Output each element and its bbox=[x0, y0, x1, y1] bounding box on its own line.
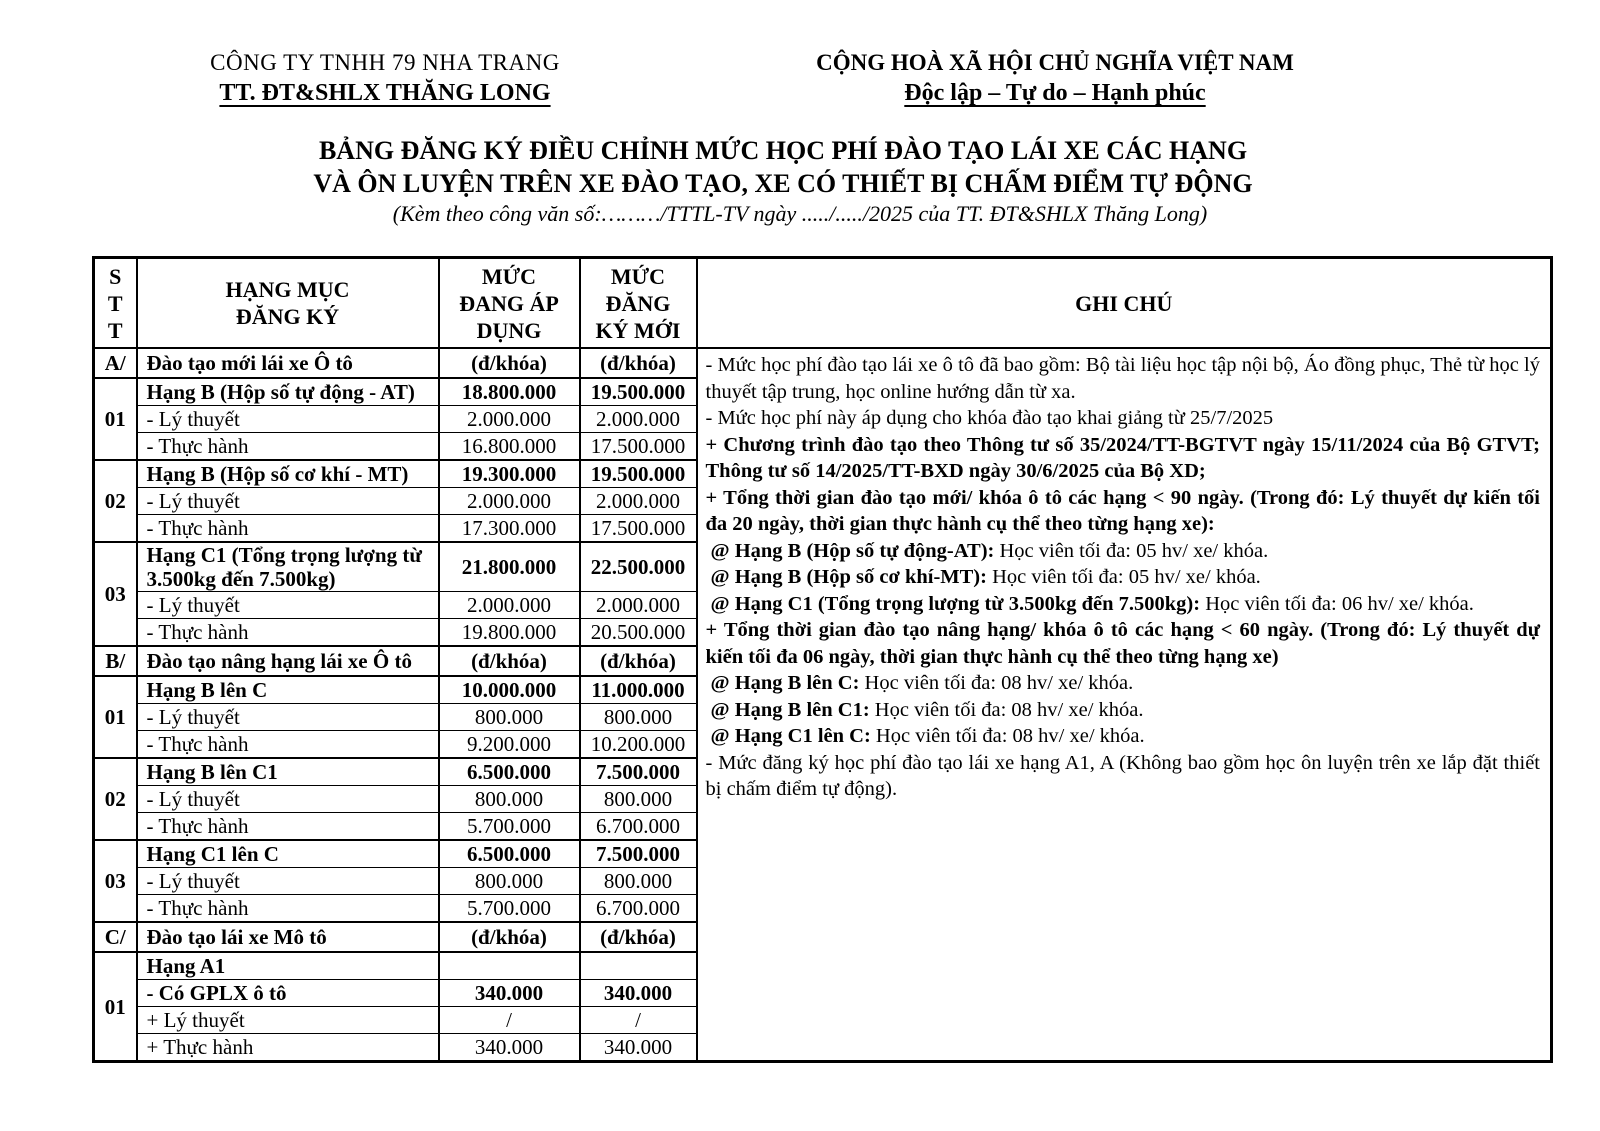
fee-current-cell: 21.800.000 bbox=[439, 542, 580, 592]
document-title bbox=[0, 134, 1566, 200]
item-cell: Hạng B (Hộp số tự động - AT) bbox=[137, 378, 439, 406]
fee-current-cell: 2.000.000 bbox=[439, 488, 580, 515]
item-cell: - Thực hành bbox=[137, 433, 439, 461]
fee-current-cell: 6.500.000 bbox=[439, 840, 580, 868]
fee-new-cell: 800.000 bbox=[580, 704, 697, 731]
fee-new-cell: 2.000.000 bbox=[580, 406, 697, 433]
stt-column-header: S T T bbox=[94, 258, 137, 349]
fee-new-cell: 6.700.000 bbox=[580, 895, 697, 923]
item-cell: - Thực hành bbox=[137, 813, 439, 841]
fee-new-cell: 19.500.000 bbox=[580, 460, 697, 488]
fee-current-cell bbox=[439, 952, 580, 980]
note-lead: @ Hạng B lên C: bbox=[710, 672, 860, 694]
stt-cell: 01 bbox=[94, 952, 137, 1062]
note-paragraph: @ Hạng C1 lên C: Học viên tối đa: 08 hv/ xe/ khóa. bbox=[710, 725, 1145, 747]
fee-current-cell: (đ/khóa) bbox=[439, 922, 580, 952]
fee-new-cell: 2.000.000 bbox=[580, 592, 697, 619]
fee-current-cell: 5.700.000 bbox=[439, 813, 580, 841]
current-fee-column-header: MỨC ĐANG ÁP DỤNG bbox=[439, 258, 580, 349]
fee-current-cell: 19.300.000 bbox=[439, 460, 580, 488]
fee-current-cell: 800.000 bbox=[439, 786, 580, 813]
fee-new-cell: 17.500.000 bbox=[580, 433, 697, 461]
fee-new-cell: (đ/khóa) bbox=[580, 646, 697, 676]
fee-new-cell: / bbox=[580, 1007, 697, 1034]
item-cell: - Lý thuyết bbox=[137, 592, 439, 619]
note-lead: @ Hạng B lên C1: bbox=[710, 698, 870, 721]
fee-current-cell: / bbox=[439, 1007, 580, 1034]
note-column-header: GHI CHÚ bbox=[697, 258, 1552, 349]
note-paragraph: @ Hạng B (Hộp số tự động-AT): Học viên tối đa: 05 hv/ xe/ khóa. bbox=[710, 539, 1269, 562]
fee-current-cell: (đ/khóa) bbox=[439, 646, 580, 676]
national-title: CỘNG HOÀ XÃ HỘI CHỦ NGHĨA VIỆT NAM bbox=[816, 50, 1294, 75]
fee-new-cell bbox=[580, 952, 697, 980]
table-header-row bbox=[94, 258, 1552, 349]
fee-current-cell: 340.000 bbox=[439, 1034, 580, 1062]
note-lead: @ Hạng B (Hộp số cơ khí-MT): bbox=[710, 566, 987, 588]
item-cell: Hạng C1 (Tổng trọng lượng từ 3.500kg đến 7.500kg) bbox=[137, 542, 439, 592]
note-paragraph: @ Hạng B lên C1: Học viên tối đa: 08 hv/ xe/ khóa. bbox=[710, 698, 1144, 721]
item-cell: - Lý thuyết bbox=[137, 488, 439, 515]
fee-new-cell: 22.500.000 bbox=[580, 542, 697, 592]
note-paragraph: @ Hạng C1 (Tổng trọng lượng từ 3.500kg đến 7.500kg): Học viên tối đa: 06 hv/ xe/ khóa. bbox=[710, 592, 1474, 615]
item-cell: - Có GPLX ô tô bbox=[137, 980, 439, 1007]
fee-new-cell: 6.700.000 bbox=[580, 813, 697, 841]
fee-current-cell: 5.700.000 bbox=[439, 895, 580, 923]
stt-cell: C/ bbox=[94, 922, 137, 952]
fee-current-cell: 6.500.000 bbox=[439, 758, 580, 786]
center-name-text: TT. ĐT&SHLX THĂNG LONG bbox=[219, 80, 551, 106]
national-motto bbox=[765, 80, 1345, 107]
document-subtitle: (Kèm theo công văn số:………/TTTL-TV ngày ...../...../2025 của TT. ĐT&SHLX Thăng Long) bbox=[392, 201, 1208, 226]
stt-cell: A/ bbox=[94, 348, 137, 378]
item-cell: Hạng B lên C1 bbox=[137, 758, 439, 786]
item-cell: + Lý thuyết bbox=[137, 1007, 439, 1034]
national-header-block bbox=[765, 50, 1345, 107]
note-paragraph: + Tổng thời gian đào tạo nâng hạng/ khóa ô tô các hạng < 60 ngày. (Trong đó: Lý thuyết dự kiến tối đa 06 ngày, thời gian thực hành cụ thể theo từng hạng xe) bbox=[705, 619, 1540, 668]
note-paragraph: @ Hạng B lên C: Học viên tối đa: 08 hv/ xe/ khóa. bbox=[710, 672, 1134, 694]
fee-current-cell: (đ/khóa) bbox=[439, 348, 580, 378]
fee-current-cell: 800.000 bbox=[439, 704, 580, 731]
org-header-block bbox=[165, 50, 605, 107]
fee-new-cell: 800.000 bbox=[580, 868, 697, 895]
fee-new-cell: 7.500.000 bbox=[580, 758, 697, 786]
fee-table bbox=[92, 256, 1553, 1063]
note-cell bbox=[697, 348, 1552, 1062]
table-row bbox=[94, 348, 1552, 378]
fee-new-cell: 10.200.000 bbox=[580, 731, 697, 759]
note-paragraph: - Mức đăng ký học phí đào tạo lái xe hạng A1, A (Không bao gồm học ôn luyện trên xe lắp đặt thiết bị chấm điểm tự động). bbox=[705, 751, 1540, 800]
fee-new-cell: (đ/khóa) bbox=[580, 922, 697, 952]
fee-new-cell: (đ/khóa) bbox=[580, 348, 697, 378]
company-name: CÔNG TY TNHH 79 NHA TRANG bbox=[210, 50, 560, 75]
item-cell: - Lý thuyết bbox=[137, 868, 439, 895]
fee-current-cell: 2.000.000 bbox=[439, 406, 580, 433]
fee-new-cell: 19.500.000 bbox=[580, 378, 697, 406]
fee-new-cell: 17.500.000 bbox=[580, 515, 697, 543]
note-paragraph: + Chương trình đào tạo theo Thông tư số 35/2024/TT-BGTVT ngày 15/11/2024 của Bộ GTVT; Thông tư số 14/2025/TT-BXD ngày 30/6/2025 của Bộ XD; bbox=[705, 433, 1540, 482]
fee-current-cell: 340.000 bbox=[439, 980, 580, 1007]
fee-current-cell: 19.800.000 bbox=[439, 619, 580, 647]
item-cell: - Thực hành bbox=[137, 895, 439, 923]
fee-new-cell: 11.000.000 bbox=[580, 676, 697, 704]
stt-cell: 01 bbox=[94, 378, 137, 460]
fee-current-cell: 9.200.000 bbox=[439, 731, 580, 759]
stt-cell: 01 bbox=[94, 676, 137, 758]
item-cell: Hạng C1 lên C bbox=[137, 840, 439, 868]
fee-current-cell: 2.000.000 bbox=[439, 592, 580, 619]
item-cell: Đào tạo nâng hạng lái xe Ô tô bbox=[137, 646, 439, 676]
stt-cell: 02 bbox=[94, 758, 137, 840]
fee-new-cell: 800.000 bbox=[580, 786, 697, 813]
item-column-header: HẠNG MỤC ĐĂNG KÝ bbox=[137, 258, 439, 349]
fee-current-cell: 10.000.000 bbox=[439, 676, 580, 704]
item-cell: - Lý thuyết bbox=[137, 786, 439, 813]
stt-cell: 03 bbox=[94, 542, 137, 646]
center-name bbox=[165, 80, 605, 107]
fee-new-cell: 2.000.000 bbox=[580, 488, 697, 515]
stt-cell: 03 bbox=[94, 840, 137, 922]
note-paragraph: - Mức học phí này áp dụng cho khóa đào tạo khai giảng từ 25/7/2025 bbox=[705, 407, 1274, 429]
fee-current-cell: 16.800.000 bbox=[439, 433, 580, 461]
item-cell: Hạng B lên C bbox=[137, 676, 439, 704]
stt-cell: B/ bbox=[94, 646, 137, 676]
fee-current-cell: 18.800.000 bbox=[439, 378, 580, 406]
item-cell: Hạng A1 bbox=[137, 952, 439, 980]
stt-cell: 02 bbox=[94, 460, 137, 542]
fee-new-cell: 340.000 bbox=[580, 1034, 697, 1062]
fee-new-cell: 20.500.000 bbox=[580, 619, 697, 647]
item-cell: - Thực hành bbox=[137, 619, 439, 647]
item-cell: - Thực hành bbox=[137, 515, 439, 543]
note-lead: @ Hạng C1 lên C: bbox=[710, 725, 871, 747]
item-cell: - Lý thuyết bbox=[137, 704, 439, 731]
note-paragraph: - Mức học phí đào tạo lái xe ô tô đã bao gồm: Bộ tài liệu học tập nội bộ, Áo đồng phục, Thẻ từ học lý thuyết tập trung, học online hướng dẫn từ xa. bbox=[705, 354, 1540, 403]
item-cell: + Thực hành bbox=[137, 1034, 439, 1062]
national-motto-text: Độc lập – Tự do – Hạnh phúc bbox=[904, 80, 1206, 106]
item-cell: Đào tạo lái xe Mô tô bbox=[137, 922, 439, 952]
note-paragraph: @ Hạng B (Hộp số cơ khí-MT): Học viên tối đa: 05 hv/ xe/ khóa. bbox=[710, 566, 1261, 588]
item-cell: - Lý thuyết bbox=[137, 406, 439, 433]
fee-new-cell: 7.500.000 bbox=[580, 840, 697, 868]
fee-table-wrapper bbox=[92, 256, 1553, 1063]
note-paragraph: + Tổng thời gian đào tạo mới/ khóa ô tô các hạng < 90 ngày. (Trong đó: Lý thuyết dự kiến tối đa 20 ngày, thời gian thực hành cụ thể theo từng hạng xe): bbox=[705, 486, 1540, 535]
item-cell: Hạng B (Hộp số cơ khí - MT) bbox=[137, 460, 439, 488]
item-cell: - Thực hành bbox=[137, 731, 439, 759]
new-fee-column-header: MỨC ĐĂNG KÝ MỚI bbox=[580, 258, 697, 349]
document-title-line2: VÀ ÔN LUYỆN TRÊN XE ĐÀO TẠO, XE CÓ THIẾT BỊ CHẤM ĐIỂM TỰ ĐỘNG bbox=[313, 169, 1253, 198]
note-lead: @ Hạng B (Hộp số tự động-AT): bbox=[710, 539, 995, 562]
fee-current-cell: 800.000 bbox=[439, 868, 580, 895]
fee-current-cell: 17.300.000 bbox=[439, 515, 580, 543]
fee-new-cell: 340.000 bbox=[580, 980, 697, 1007]
item-cell: Đào tạo mới lái xe Ô tô bbox=[137, 348, 439, 378]
document-title-line1: BẢNG ĐĂNG KÝ ĐIỀU CHỈNH MỨC HỌC PHÍ ĐÀO TẠO LÁI XE CÁC HẠNG bbox=[318, 136, 1248, 165]
note-lead: @ Hạng C1 (Tổng trọng lượng từ 3.500kg đến 7.500kg): bbox=[710, 592, 1201, 615]
